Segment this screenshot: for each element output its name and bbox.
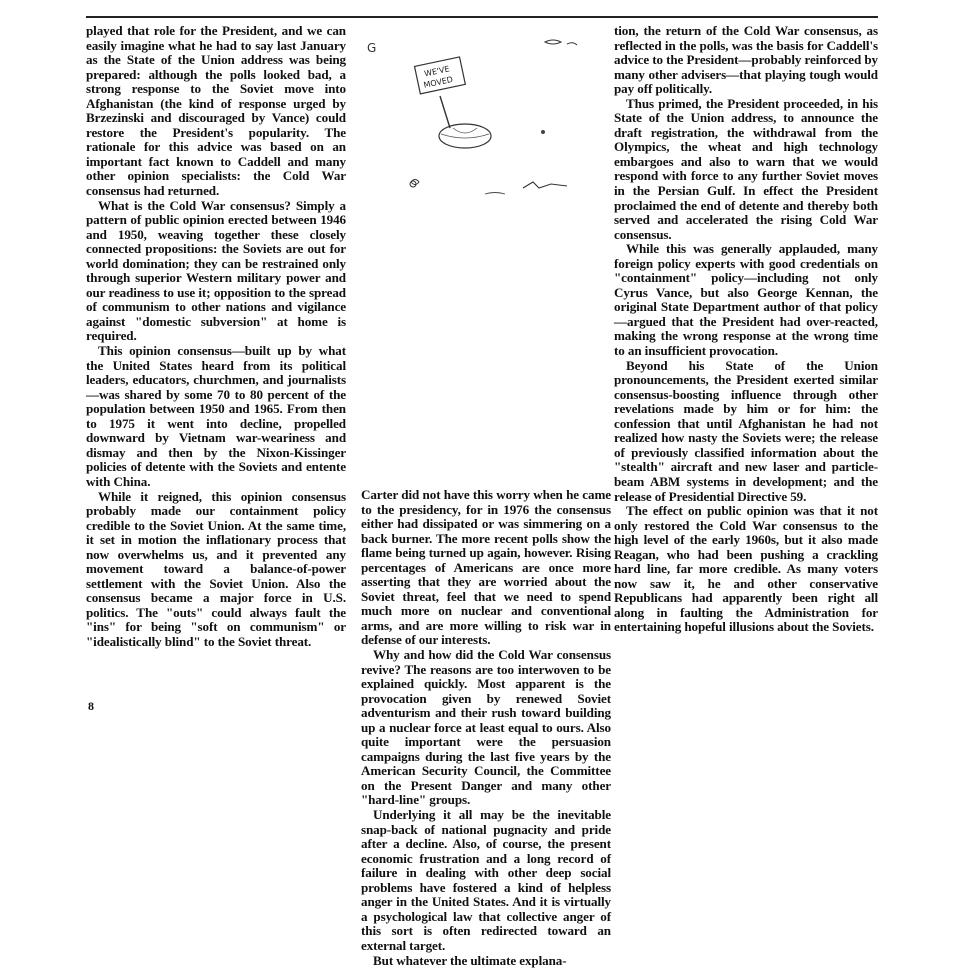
paragraph: While this was generally applauded, many foreign policy experts with good credentials on "containment" policy—including not only Cyrus Vance, but also George Kennan, the original State Department author of that policy—argued that the President had over-reacted, making the wrong response at the wrong time to an insufficient provocation.	[614, 242, 878, 358]
paragraph: Thus primed, the President proceeded, in his State of the Union address, to announce the draft registration, the withdrawal from the Olympics, the wheat and high technology embargoes and also to warn that we would respond with force to any further Soviet moves in the Persian Gulf. In effect the President proclaimed the end of detente and thereby both served and accelerated the rising Cold War consensus.	[614, 97, 878, 242]
paragraph: played that role for the President, and we can easily imagine what he had to say last January as the State of the Union address was being prepared: although the polls looked bad, a strong response to the Soviet move into Afghanistan (the kind of response urged by Brzezinski and discouraged by Vance) could restore the President's popularity. The rationale for this advice was based on an important fact known to Caddell and many other opinion specialists: the Cold War consensus had returned.	[86, 24, 346, 199]
paragraph: tion, the return of the Cold War consensus, as reflected in the polls, was the basis for Caddell's advice to the President—probably reinforced by many other advisers—that playing tough would pay off politically.	[614, 24, 878, 97]
paragraph: Why and how did the Cold War consensus revive? The reasons are too interwoven to be explained quickly. Most apparent is the provocation given by renewed Soviet adventurism and their rush toward building up a nuclear force at least equal to ours. Also quite important were the persuasion campaigns during the last five years by the American Security Council, the Committee on the Present Danger and many other "hard-line" groups.	[361, 648, 611, 808]
paragraph: The effect on public opinion was that it not only restored the Cold War consensus to the high level of the early 1960s, but it also made Reagan, who had been pushing a crackling hard line, far more credible. As many voters now saw it, he and other conservative Republicans had apparently been right all along in faulting the Administration for entertaining hopeful illusions about the Soviets.	[614, 504, 878, 635]
article-column-1	[86, 24, 346, 650]
svg-text:G: G	[367, 41, 376, 55]
cartoon-sign-line2: MOVED	[423, 75, 454, 90]
paragraph: While it reigned, this opinion consensus probably made our containment policy credible to the Soviet Union. At the same time, it set in motion the inflationary process that now overwhelms us, and it prevented any movement toward a balance-of-power settlement with the Soviet Union. Also the consensus became a major force in U.S. politics. The "outs" could always fault the "ins" for being "soft on communism" or "idealistically blind" to the Soviet threat.	[86, 490, 346, 650]
paragraph: This opinion consensus—built up by what the United States heard from its political leaders, educators, churchmen, and journalists—was shared by some 70 to 80 percent of the population between 1950 and 1965. From then to 1975 it went into decline, propelled downward by Vietnam war-weariness and dismay and then by the Nixon-Kissinger policies of detente with the Soviets and entente with China.	[86, 344, 346, 489]
article-column-2	[361, 488, 611, 968]
paragraph: Carter did not have this worry when he came to the presidency, for in 1976 the consensus either had dissipated or was simmering on a back burner. The more recent polls show the flame being turned up again, however. Rising percentages of Americans are once more asserting that they are worried about the Soviet threat, feel that we need to spend much more on nuclear and conventional arms, and are more willing to risk war in defense of our interests.	[361, 488, 611, 648]
top-rule	[86, 16, 878, 18]
globe-cartoon-illustration	[355, 24, 610, 474]
paragraph: Beyond his State of the Union pronouncements, the President exerted similar consensus-boosting influence through other revelations made by him or for him: the confession that until Afghanistan he had not realized how nasty the Soviets were; the release of previously classified information about the "stealth" aircraft and new laser and particle-beam ABM systems in development; and the release of Presidential Directive 59.	[614, 359, 878, 504]
page-number: 8	[88, 699, 94, 714]
article-column-3	[614, 24, 878, 635]
paragraph: Underlying it all may be the inevitable snap-back of national pugnacity and pride after a decline. Also, of course, the present economic frustration and a long record of failure in dealing with other deep social problems have fostered a kind of helpless anger in the United States. And it is virtually a psychological law that collective anger of this sort is often redirected toward an external target.	[361, 808, 611, 953]
paragraph: What is the Cold War consensus? Simply a pattern of public opinion erected between 1946 and 1950, weaving together these closely connected propositions: the Soviets are out for world domination; they can be restrained only through superior Western military power and our readiness to use it; opposition to the spread of communism to other nations and vigilance against "domestic subversion" at home is required.	[86, 199, 346, 344]
cartoon-sign-line1: WE'VE	[423, 64, 450, 78]
paragraph: But whatever the ultimate explana-	[361, 954, 611, 968]
